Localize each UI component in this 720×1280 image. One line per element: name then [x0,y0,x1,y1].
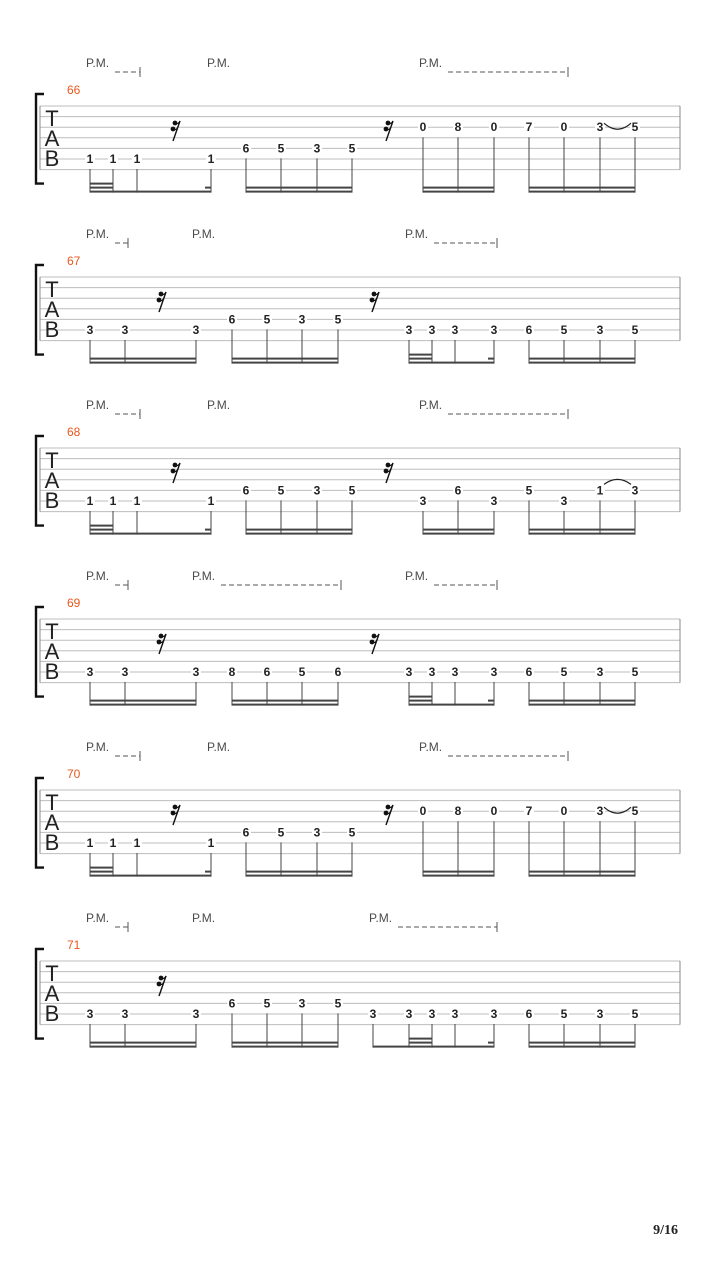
fret-number: 7 [525,120,533,135]
fret-number: 1 [86,152,94,166]
palm-mute-label: P.M. [192,227,216,241]
fret-number: 5 [560,323,568,337]
fret-number: 6 [242,825,250,840]
beam-fragment [205,529,211,531]
fret-number: 0 [560,120,568,135]
fret-number: 3 [121,1007,129,1021]
fret-number: 7 [525,804,533,819]
beam [90,191,211,193]
beam [246,533,352,535]
beam [232,1046,338,1048]
fret-number: 6 [454,483,462,498]
fret-number: 5 [298,665,306,679]
beam-fragment [488,1042,494,1044]
measure-number: 71 [67,938,81,952]
fret-number: 1 [207,836,215,850]
fret-number: 1 [133,836,141,850]
fret-number: 1 [86,836,94,850]
beam-fragment [205,871,211,873]
beam-fragment [205,187,211,189]
beam-fragment [90,529,113,531]
fret-number: 8 [454,120,462,135]
beam [529,704,635,706]
beam [246,875,352,877]
palm-mute-label: P.M. [192,911,216,925]
fret-number: 3 [596,323,604,337]
palm-mute-label: P.M. [207,740,231,754]
fret-number: 3 [192,1007,200,1021]
beam [423,191,494,193]
tab-clef-letter: A [44,810,60,835]
fret-number: 3 [86,665,94,679]
tab-clef-letter: B [44,1001,60,1026]
tab-clef-letter: A [44,468,60,493]
beam [232,1042,338,1044]
beam-fragment [90,871,113,873]
fret-number: 5 [525,483,533,498]
fret-number: 3 [451,1007,459,1021]
fret-number: 3 [596,1007,604,1021]
tab-clef-letter: A [44,639,60,664]
beam [529,1042,635,1044]
tab-system [36,398,680,535]
beam-fragment [409,1038,432,1040]
beam [529,700,635,702]
palm-mute-label: P.M. [86,569,110,583]
beam [529,875,635,877]
fret-number: 3 [560,494,568,508]
beam [409,704,494,706]
beam [90,704,196,706]
tab-clef-letter: A [44,297,60,322]
fret-number: 0 [490,120,498,135]
fret-number: 6 [334,665,342,679]
palm-mute-label: P.M. [419,740,443,754]
tab-system [36,227,680,364]
beam-fragment [90,183,113,185]
fret-number: 3 [192,665,200,679]
beam [232,704,338,706]
beam [423,529,494,531]
fret-number: 3 [298,996,306,1011]
beam [529,529,635,531]
fret-number: 6 [228,312,236,327]
palm-mute-label: P.M. [405,227,429,241]
palm-mute-label: P.M. [419,398,443,412]
fret-number: 3 [86,323,94,337]
fret-number: 3 [631,483,639,498]
fret-number: 6 [242,141,250,156]
beam [423,871,494,873]
fret-number: 1 [596,483,604,498]
tab-clef-letter: T [45,790,59,815]
tie-arc [604,123,631,129]
fret-number: 3 [451,665,459,679]
fret-number: 8 [454,804,462,819]
fret-number: 1 [133,152,141,166]
beam-fragment [90,525,113,527]
fret-number: 1 [207,152,215,166]
fret-number: 0 [490,804,498,819]
fret-number: 8 [228,665,236,679]
tab-clef-letter: A [44,126,60,151]
fret-number: 1 [133,494,141,508]
fret-number: 3 [313,825,321,840]
palm-mute-label: P.M. [192,569,216,583]
fret-number: 1 [109,836,117,850]
fret-number: 3 [490,1007,498,1021]
fret-number: 5 [631,804,639,819]
tab-clef-letter: B [44,659,60,684]
fret-number: 3 [428,323,436,337]
fret-number: 5 [560,665,568,679]
fret-number: 5 [631,120,639,135]
fret-number: 5 [263,996,271,1011]
beam-fragment [488,358,494,360]
fret-number: 3 [86,1007,94,1021]
fret-number: 3 [405,665,413,679]
fret-number: 5 [263,312,271,327]
fret-number: 0 [419,804,427,819]
fret-number: 5 [334,312,342,327]
beam-fragment [409,696,432,698]
beam [232,362,338,364]
measure-number: 67 [67,254,81,268]
fret-number: 3 [451,323,459,337]
beam [529,1046,635,1048]
fret-number: 5 [631,665,639,679]
palm-mute-label: P.M. [419,56,443,70]
fret-number: 6 [525,1007,533,1021]
beam [529,187,635,189]
tie-arc [604,807,631,813]
tab-system [36,569,680,706]
beam [423,875,494,877]
beam [246,529,352,531]
fret-number: 3 [490,665,498,679]
tab-clef-letter: T [45,619,59,644]
fret-number: 3 [596,120,604,135]
fret-number: 3 [369,1007,377,1021]
palm-mute-label: P.M. [86,227,110,241]
fret-number: 6 [242,483,250,498]
fret-number: 3 [298,312,306,327]
beam [246,191,352,193]
fret-number: 3 [428,1007,436,1021]
beam [90,1046,196,1048]
palm-mute-label: P.M. [86,740,110,754]
beam [529,871,635,873]
fret-number: 0 [560,804,568,819]
fret-number: 5 [348,825,356,840]
beam-fragment [90,187,113,189]
tab-clef-letter: T [45,448,59,473]
fret-number: 5 [277,825,285,840]
beam [246,187,352,189]
tab-system [36,911,680,1048]
beam [529,358,635,360]
beam [232,358,338,360]
beam-fragment [90,867,113,869]
fret-number: 1 [86,494,94,508]
fret-number: 6 [525,323,533,337]
fret-number: 5 [277,141,285,156]
fret-number: 3 [121,323,129,337]
tab-system [36,740,680,877]
beam [529,533,635,535]
beam [90,358,196,360]
beam [90,533,211,535]
measure-number: 69 [67,596,81,610]
fret-number: 5 [348,141,356,156]
measure-number: 66 [67,83,81,97]
fret-number: 3 [313,483,321,498]
beam [246,871,352,873]
fret-number: 3 [405,323,413,337]
beam-fragment [409,1042,432,1044]
palm-mute-label: P.M. [369,911,393,925]
beam [529,191,635,193]
fret-number: 3 [596,804,604,819]
tab-clef-letter: A [44,981,60,1006]
fret-number: 6 [525,665,533,679]
beam [232,700,338,702]
tab-clef-letter: B [44,146,60,171]
fret-number: 3 [405,1007,413,1021]
palm-mute-label: P.M. [405,569,429,583]
beam [409,362,494,364]
fret-number: 3 [490,494,498,508]
tab-system [36,56,680,193]
beam [90,700,196,702]
beam [90,1042,196,1044]
palm-mute-label: P.M. [86,398,110,412]
fret-number: 6 [263,665,271,679]
beam [529,362,635,364]
fret-number: 1 [109,152,117,166]
beam [90,875,211,877]
beam [373,1046,494,1048]
fret-number: 3 [596,665,604,679]
fret-number: 3 [428,665,436,679]
measure-number: 68 [67,425,81,439]
measure-number: 70 [67,767,81,781]
beam-fragment [488,700,494,702]
beam-fragment [409,358,432,360]
tab-clef-letter: T [45,106,59,131]
fret-number: 3 [121,665,129,679]
fret-number: 5 [560,1007,568,1021]
page-number: 9/16 [653,1223,678,1238]
beam [423,533,494,535]
tab-clef-letter: T [45,961,59,986]
fret-number: 3 [313,141,321,156]
palm-mute-label: P.M. [207,56,231,70]
fret-number: 6 [228,996,236,1011]
fret-number: 3 [419,494,427,508]
beam-fragment [409,354,432,356]
tab-clef-letter: T [45,277,59,302]
palm-mute-label: P.M. [86,56,110,70]
palm-mute-label: P.M. [86,911,110,925]
fret-number: 5 [631,323,639,337]
tab-clef-letter: B [44,317,60,342]
tab-clef-letter: B [44,830,60,855]
fret-number: 3 [490,323,498,337]
fret-number: 5 [277,483,285,498]
fret-number: 3 [192,323,200,337]
fret-number: 1 [207,494,215,508]
beam [90,362,196,364]
fret-number: 5 [348,483,356,498]
palm-mute-label: P.M. [207,398,231,412]
tab-clef-letter: B [44,488,60,513]
fret-number: 5 [631,1007,639,1021]
fret-number: 0 [419,120,427,135]
fret-number: 1 [109,494,117,508]
fret-number: 5 [334,996,342,1011]
beam [423,187,494,189]
beam-fragment [409,700,432,702]
